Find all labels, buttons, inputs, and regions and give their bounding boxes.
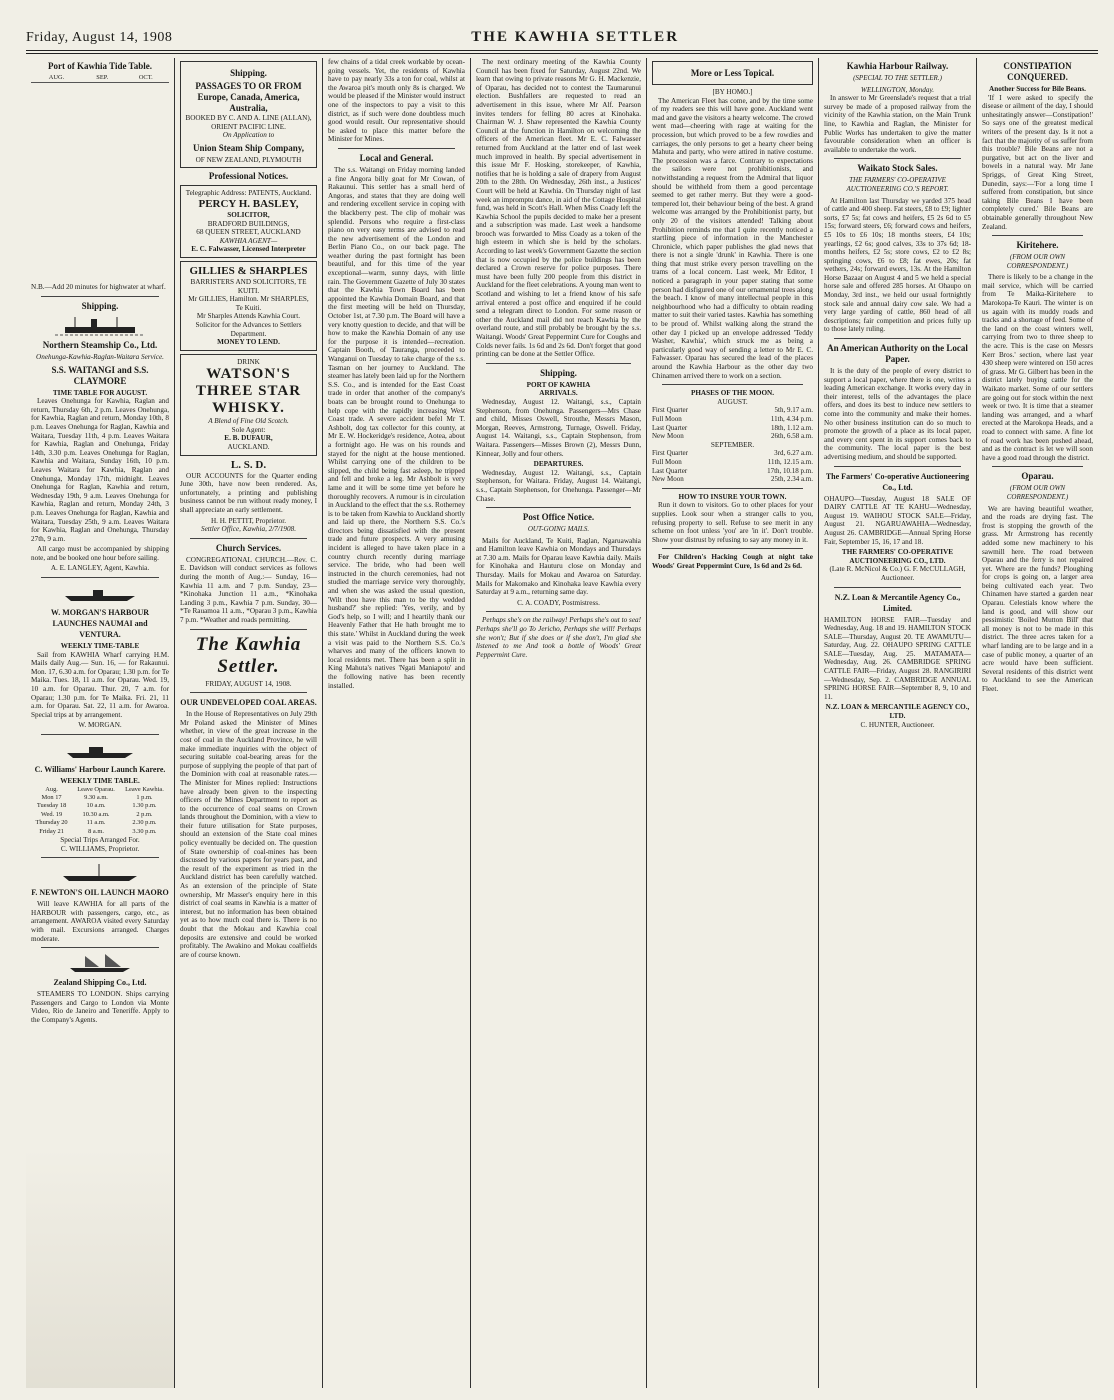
morgan-timetable: WEEKLY TIME-TABLE: [60, 642, 140, 651]
shipping-heading: Shipping.: [81, 301, 119, 311]
zealand-title: Zealand Shipping Co., Ltd.: [53, 978, 147, 988]
kiritehere-body: There is likely to be a change in the mail service, which will be carried from Te Maika-Kiritehere to Marokopa-Te Kauri. The winter is on us again with its muddy roads and tracks and a shortage of feed. Some of the land on the coast winters well, carrying from two to three sheep to the acre. This is the case on Messrs Kerr Bros.' section, where last year 430 sheep were wintered on 150 acres of grass. Mr G. Gilbert has been in the district lately buying cattle for the Waikato market. Some of our settlers are going out for stock within the next week or two. It is time that a steamer landing was arranged, and a wharf erected at the Marokopa Heads, and a road to connect with same. A fine lot of road work has been pushed ahead, and as the contract is let we will soon have a good road through the district.: [982, 273, 1093, 462]
watson-whisky: WHISKY.: [212, 400, 285, 417]
oparau-sub: (FROM OUR OWN CORRESPONDENT.): [1006, 484, 1069, 501]
topical-body: The American Fleet has come, and by the time some of my readers see this will have gone. Auckland went mad and gave the visitors a hearty welcome. The crowd went mad—cheering with rage at waiting for the procession, but which proved to be a few rowdies and carriages, the only persons to get a hearty cheer being Mahuta and party, who were attired in native costume. The procession was a farce. Contrary to expectations the sailors were not prohibitionists, and notwithstanding a request from the Admiral that liquor should be withheld from them a good percentage seemed to get rather merry. But they were a good-tempered lot, their behaviour being of the best. A grand welcome was arranged by the Prohibitionist party, but only 20 of the visitors attended! Talking about Prohibition reminds me that I quite recently noticed a startling piece of information in the Manchester Chronicle, which paper publishes the glad news that there is not a single 'drunk' in Kawhia. There is one thing that must strike every person travelling on the trams of a local concern. Last week, Mr Editor, I noticed a paragraph in your paper stating that some person had disfigured one of our ornamental trees along the beach. I know of many intellectual people in this neighbourhood who had a difficulty to obtain reading matter to suit their varied tastes. Kawhia has something to be proud of. Whilst walking along the strand the other day I picked up an envelope addressed 'Teddy Washer, Kawhia', which struck me as being a particularly good way of sending a letter to Mr E. C. Falwasser. Oparau has secured the lead of the places around the Kawhia Harbour as the other day two Chinamen arrived there to work on a section.: [652, 96, 813, 380]
basley-name: PERCY H. BASLEY,: [198, 197, 299, 210]
watson-three-star: THREE STAR: [195, 383, 302, 400]
steamship-icon: [55, 315, 145, 337]
basley-addr2: 68 QUEEN STREET, AUCKLAND: [196, 228, 301, 237]
lsd-heading: L. S. D.: [230, 458, 267, 471]
post-office-heading: Post Office Notice.: [522, 512, 595, 523]
shipping-heading: Shipping.: [230, 68, 267, 78]
church-body: CONGREGATIONAL CHURCH.—Rev. C. E. Davidson will conduct services as follows during the month of Aug.:— Sunday, 16—Kawhia 11 a.m. and 7 p.m. Sunday, 23—*Kinohaka Junction 11 a.m., *Kinohaka Landing 3 p.m., Kawhia 7 p.m. Sunday, 30—*Te Rauamoa 11 a.m., *Oparau 3 p.m., Kawhia 7 p.m. *Weather and roads permitting.: [180, 555, 317, 624]
morgan-body: Sail from KAWHIA Wharf carrying H.M. Mails daily Aug.— Sun. 16, — for Rakaunui. Mon. 17, 6.30 a.m. for Oparau; 1.30 p.m. for Te Maika. Tues. 18, 11 a.m. for Oparau. Wed. 19, 10 a.m. for Oparau. Thur. 20, 7 a.m. for Oparau; 1.30 p.m. for Te Maika. Fri. 21, 11 a.m. for Oparau. Sat. 22, 11 a.m. for Awaroa. Special trips at by arrangement.: [31, 650, 169, 719]
local-general-body: The s.s. Waitangi on Friday morning landed a fine Angora billy goat for Mr Cowan, of Rakaunui. This settler has a small herd of Angoras, and states that they are doing well and rendering excellent service in coping with the blackberry pest. The clip of mohair was splendid. Persons who require a first-class piano on very easy terms are advised to read the new advertisement of the London and Berlin Piano Co., on our back page. The weather during the past fortnight has been beautiful, and for this time of the year exceptional—warm, sunny days, with little rain. The Government Gazette of July 30 states that the Kawhia Town Board has been appointed the Kawhia Domain Board, and that the first meeting will be held on Thursday, October 1st, at 7.30 p.m. The Board will have a very knotty question to decide, and that will be how to make the Kawhia Domain of any use for the purpose it is intended—recreation. Captain Booth, of Tauranga, proceeded to Wanganui on Tuesday to take charge of the s.s. Tasman on her journey to Auckland. The steamer has lately been laid up for the Northern S.S. Co., and is intended for the East Coast trade in order that another of the company's boats can be brought round to Onehunga to help cope with the rapidly increasing West Coast trade. A severe accident befel Mr T. Ashbolt, dog tax collector for this county, at Mr E. W. Hockeridge's residence, Aotea, about a fortnight ago. He was on his rounds and stayed for the night at the house mentioned. Whilst carrying one of the children to be slipped, the child being fast asleep, he tripped and fell and broke a leg. Mr Ashbolt is very lame and it will be some time yet before he thoroughly recovers. A rumour is in circulation in Auckland to the effect that the s.s. Rotherney is to be taken from Kawhia to Auckland shortly and laid up there, the Northern S.S. Co.'s directors being dissatisfied with the present trade and future prospects. A very amusing incident is alleged to have taken place in a country church recently during marriage service. The bride, who had been well instructed in the church ceremonies, had not studied the marriage service very thoroughly, and when she was asked the usual question, 'Wilt thou have this man to be thy wedded husband?' she replied: 'Yes, verily, and by God's help, so I will; and I heartily thank our Heavenly Father that He hath brought me to this state.' Whilst in Auckland during the week a visit was paid to the Northern S.S. Co.'s wharves and many of the officers known to local residents met. There has been a split in King Mahuta's natives 'Ngati Maniapoto' and the following native has been recently installed.: [328, 165, 465, 690]
sep-heading: SEPTEMBER.: [710, 440, 755, 449]
kawhia-agent: KAWHIA AGENT—: [219, 236, 278, 245]
farmers-heading: The Farmers' Co-operative Auctioneering Co., Ltd.: [825, 471, 970, 492]
gillies-role: BARRISTERS AND SOLICITORS, TE KUITI.: [190, 277, 307, 295]
nsc-timetable: TIME TABLE FOR AUGUST.: [52, 388, 148, 397]
union-name: Union Steam Ship Company,: [192, 142, 305, 153]
moon-row: New Moon 26th, 6.58 a.m.: [652, 432, 813, 441]
oil-launch-icon: [55, 862, 145, 884]
issue-date: Friday, August 14, 1908: [26, 30, 173, 45]
port-heading: PORT OF KAWHIA: [526, 380, 591, 389]
header-rule: [26, 50, 1098, 51]
newton-title: F. NEWTON'S OIL LAUNCH MAORO: [31, 888, 169, 898]
aug-heading: AUGUST.: [717, 397, 748, 406]
departures-body: Wednesday, August 12. Waitangi, s.s., Captain Stephenson, for Waitara. Friday, August 14. Waitangi, s.s., Captain Stephenson, for Onehunga. Passenger—Mr Chase.: [476, 468, 641, 503]
nsc-agent: A. E. LANGLEY, Agent, Kawhia.: [50, 564, 150, 573]
byline: [BY HOMO.]: [712, 88, 753, 96]
tide-head-oct: OCT.: [123, 74, 169, 83]
topical-title-box: [652, 61, 813, 85]
application: On Application to: [222, 131, 275, 140]
column-2: [174, 58, 322, 1388]
editorial-masthead: The Kawhia Settler.: [195, 633, 302, 677]
nz-loan-heading: N.Z. Loan & Mercantile Agency Co., Limited.: [834, 592, 961, 613]
gillies-names: Mr GILLIES, Hamilton. Mr SHARPLES, Te Kuiti.: [188, 295, 309, 312]
coal-heading: OUR UNDEVELOPED COAL AREAS.: [180, 698, 317, 708]
oparau-heading: Oparau.: [1021, 471, 1054, 482]
railway-body: In answer to Mr Greenslade's request that a trial survey be made of a proposed railway from the vicinity of the Kawhia station, on the Main Trunk line, to Kawhia and Raglan, the Minister for Public Works has undertaken to give the matter favourable consideration when an officer is available to undertake the work.: [824, 94, 971, 154]
column-6: [818, 58, 976, 1388]
railway-sub: (SPECIAL TO THE SETTLER.): [853, 74, 942, 82]
sailing-ship-icon: [55, 952, 145, 974]
coal-body: In the House of Representatives on July 29th Mr Poland asked the Minister of Mines whether, in view of the great increase in the cost of coal in the Auckland Province, he will make immediate inquiries with the object of securing suitable coal-bearing areas for the purpose of supplying the people of that part of the Dominion with coal at reasonable rates.—The Minister for Mines replied: Instructions have already been given to the inspecting officers of the Mines Department to report as to the occurrence of coal seams on Crown lands throughout the Dominion, with a view to their future utilisation for State purposes, should an extension of the State coal mines policy eventually be decided on. The question of State ownership of coal-mines has been discussed by various papers for years past, and the result of the experiment as tried in the Auckland district has been carefully watched. As an extension of the principle of State ownership, Mr Masser's enquiry here in this district of coal seams in Kawhia is a matter of interest, but no information has been obtained yet as to how much coal there is. There is no doubt that the Mokau and Kawhia coal deposits are extensive and could be worked profitably. The Awakino and Mokau coalfields are of course known.: [180, 710, 317, 959]
williams-foot: Special Trips Arranged For.: [60, 836, 140, 845]
railway-date: WELLINGTON, Monday.: [860, 85, 935, 94]
authority-body: It is the duty of the people of every district to support a local paper, where there is one, writes a leading American exchange. It works every day in their interest, tells of the advantages the place offers, and does its best to induce new settlers to come into the community and make their homes. No other business institution can do so much to promote the growth of a place as its local paper, and every cent spent in its support comes back to the community. The local paper is the best advertising medium, and should be supported.: [824, 367, 971, 461]
header-rule-double: [26, 53, 1098, 54]
passages: PASSAGES TO OR FROM Europe, Canada, America, Australia,: [195, 81, 302, 113]
table-row: Aug. Leave Oparau. Leave Kawhia.: [45, 785, 164, 793]
williams-title: C. Williams' Harbour Launch Karere.: [34, 765, 166, 774]
table-row: Friday 21 8 a.m. 3.30 p.m.: [39, 827, 157, 835]
kiritehere-heading: Kiritehere.: [1016, 240, 1059, 251]
union-addr: OF NEW ZEALAND, PLYMOUTH: [195, 155, 302, 164]
nz-loan-co: N.Z. LOAN & MERCANTILE AGENCY CO., LTD.: [825, 703, 970, 721]
column-1: [26, 58, 174, 1388]
moon-row: Last Quarter 18th, 1.12 a.m.: [652, 423, 813, 432]
nsc-ships: S.S. WAITANGI and S.S. CLAYMORE: [51, 364, 149, 386]
basley-ad: [180, 185, 317, 258]
moon-row: Full Moon 11th, 4.34 p.m.: [652, 414, 813, 423]
booked: BOOKED BY C. AND A. LINE (ALLAN), ORIENT PACIFIC LINE.: [185, 114, 312, 131]
tide-note: N.B.—Add 20 minutes for highwater at wharf.: [31, 283, 166, 292]
moon-row: New Moon 25th, 2.34 a.m.: [652, 475, 813, 484]
nz-loan-sig: C. HUNTER, Auctioneer.: [860, 720, 935, 729]
professional-heading: Professional Notices.: [208, 171, 289, 182]
post-office-sig: C. A. COADY, Postmistress.: [517, 598, 600, 607]
oparau-body: We are having beautiful weather, and the roads are drying fast. The frost is stopping the growth of the grass. Mr Armstrong has recently added some new machinery to his sawmill here. The road between Oparau and the ferry is not repaired yet. Where are the funds? Ploughing for crops is going on, a larger area being cultivated each year. Two Chinamen have started a garden near Oparau. Celestials know where the land is good, and will show our pessimistic 'Boiled Mutton Bill' that all money is not to be made in this district. The three acres taken for a wharf landing are to be large and in a case of public money, a quarter of an acre would have been sufficient. Several residents of this district went to Auckland to see the American Fleet.: [982, 504, 1093, 693]
editorial-date: FRIDAY, AUGUST 14, 1908.: [205, 679, 292, 688]
moon-row: First Quarter 5th, 9.17 a.m.: [652, 406, 813, 415]
table-row: Mon 17 9.30 a.m. 1 p.m.: [41, 794, 153, 801]
nsc-title: Northern Steamship Co., Ltd.: [42, 340, 158, 350]
stock-sub: THE FARMERS' CO-OPERATIVE AUCTIONEERING CO.'S REPORT.: [846, 176, 949, 193]
town-heading: HOW TO INSURE YOUR TOWN.: [678, 492, 787, 501]
watson-sub: A Blend of Fine Old Scotch.: [208, 417, 289, 426]
nsc-foot: All cargo must be accompanied by shipping note, and be booked one hour before sailing.: [31, 545, 169, 562]
moon-row: First Quarter 3rd, 6.27 a.m.: [652, 449, 813, 458]
article-columns: [26, 58, 1098, 1388]
moon-row: Full Moon 11th, 12.15 a.m.: [652, 457, 813, 466]
tide-table-title: Port of Kawhia Tide Table.: [48, 61, 152, 71]
gillies-ad: [180, 261, 317, 351]
table-row: Tuesday 18 10 a.m. 1.30 p.m.: [36, 802, 157, 810]
tide-head-aug: AUG.: [31, 74, 82, 83]
nz-loan-sales: HAMILTON HORSE FAIR—Tuesday and Wednesday, Aug. 18 and 19. HAMILTON STOCK SALE—Thursday, August 20. TE AWAMUTU—Saturday, Aug. 22. OHAUPO SPRING CATTLE SALE—Tuesday, Aug. 25. MATAMATA—Wednesday, Aug. 26. CAMBRIDGE SPRING CATTLE FAIR—Friday, August 28. RANGIRIRI—Wednesday, Sep. 2. CAMBRIDGE ANNUAL SPRING HORSE FAIR—September 8, 9, 10 and 11.: [824, 615, 971, 701]
watson-brand: WATSON'S: [206, 366, 291, 383]
basley-role: SOLICITOR,: [227, 210, 270, 219]
shipping-heading: Shipping.: [540, 367, 577, 378]
launch-icon: [55, 739, 145, 761]
topical-heading: More or Less Topical.: [690, 68, 775, 78]
gillies-body: Mr Sharples Attends Kawhia Court.: [196, 312, 301, 321]
farmers-sales: OHAUPO—Tuesday, August 18 SALE OF DAIRY CATTLE AT TE KAHU—Wednesday, August 19. WAIHOU STOCK SALE—Friday, August 21. NGARUAWAHIA—Wednesday, August 26. CAMBRIDGE—Annual Spring Horse Fair, September 15, 16, 17 and 18.: [824, 494, 971, 546]
church-heading: Church Services.: [215, 542, 282, 553]
departures-heading: DEPARTURES.: [533, 460, 584, 469]
morgan-title: W. MORGAN'S HARBOUR LAUNCHES NAUMAI and VENTURA.: [50, 608, 150, 640]
authority-heading: An American Authority on the Local Paper.: [827, 343, 968, 365]
local-general-heading: Local and General.: [359, 152, 434, 163]
basley-addr1: Telegraphic Address: PATENTS, Auckland.: [185, 189, 312, 198]
table-row: Wed. 19 10.30 a.m. 2 p.m.: [41, 810, 153, 818]
williams-sig: C. WILLIAMS, Proprietor.: [60, 844, 140, 853]
kiritehere-sub: (FROM OUR OWN CORRESPONDENT.): [1006, 253, 1069, 270]
tide-head-sep: SEP.: [82, 74, 123, 83]
williams-table: [31, 786, 169, 836]
column-7: [976, 58, 1098, 1388]
local-general-cont: The next ordinary meeting of the Kawhia County Council has been fixed for Saturday, August 22nd. We learn that owing to private reasons Mr G. H. Mackenzie, of Oparau, has decided not to contest the Taumarunui election. Bushfallers are requested to read an advertisement in this issue, where Mr Alf. Pearson invites tenders for felling 80 acres at Kinohaka. Chairman W. J. Shaw represented the Kawhia County Council at the function in Hamilton on welcoming the officers of the American fleet. Mr E. C. Falwasser returned from Auckland at the latter end of last week much improved in health. By special advertisement in this issue Mr F. Hosking, storekeeper, of Kawhia, notifies that he is holding a sale of drapery from August 20th to the 28th. On Wednesday, 26th inst., a Justices' Court will be held at Kawhia. On Thursday night of last week an impromptu dance, in aid of the Cottage Hospital fund, was held in Scott's Hall. When Miss Coady left the Kawhia School the pupils decided to make her a present and a subscription was made. Last week a handsome brooch was forwarded to Miss Coady as a token of the high esteem in which she is held by the scholars. According to last week's Government Gazette the section that is now occupied by the police buildings has been declared a Crown reserve for police purposes. There must have been fully 200 people from this district in Auckland for the fleet celebrations. A young man went to Scotland and wishing to let a friend know of his safe arrival entered a post office and enquired if he could send a telegram direct to London. For some reason or other the Auckland mail did not reach Kawhia by the overland route, and still probably be brought by the s.s. Waitangi. Woods' Great Peppermint Cure for Coughs and Colds never fails. 1s 6d and 2s 6d. Don't forget that good printing can be done at the Settler Office.: [476, 58, 641, 359]
arrivals-heading: ARRIVALS.: [539, 389, 578, 398]
watson-agent: Sole Agent:: [231, 425, 266, 434]
coal-continued: few chains of a tidal creek workable by ocean-going vessels. Yet, the residents of Kawhia have to pay nearly 33s a ton for coal, whilst at the Awaroa pit's mouth only 8s is charged. We would be pleased if the Minister would instruct one of the inspectors to pay a visit to this district, as if such were done doubtless much good would result. Our representative should be asked to place this matter before the Minister for Mines.: [328, 58, 465, 144]
railway-heading: Kawhia Harbour Railway.: [846, 61, 949, 71]
farmers-sig: (Late R. McNicol & Co.) G. F. McCULLAGH, Auctioneer.: [829, 565, 966, 582]
stock-body: At Hamilton last Thursday we yarded 375 head of cattle and 400 sheep. Fat steers, £8 to £9; lighter sorts, £7 5s; fat cows and heifers, £5 2s 6d to £5 15s; forward steers, £6; forward cows and heifers, £5 10s to £6 10s; 18 months steers, £4 10s; yearlings, £2 6s; good calves, 33s to 37s 6d; 18-months heifers, £2 5s; store cows, £2 to £2 8s; springing cows, £6 to £8; fat ewes, 20s; fat wethers, 24s; forward ewers, 13s. At the Hamilton Horse Bazaar on August 4 and 5 we held a special horse sale and offered 285 horses. At Ohaupo on Monday, 3rd inst., we held our usual fortnightly stock sale and annual dairy cow sale. We had a very large yarding of cattle, 860 head of all descriptions; fair competition and prices fully up to those lately ruling.: [824, 196, 971, 334]
town-body: Run it down to visitors. Go to other places for your supplies. Look sour when a stranger calls to you, refusing property to sell. Refuse to see merit in any scheme on foot unless 'you' are 'in it'. Don't trouble. Show your distrust by refusing to say any money in it.: [652, 501, 813, 544]
post-office-body: Mails for Auckland, Te Kuiti, Raglan, Ngaruawahia and Hamilton leave Kawhia on Mondays and Thursdays at 7.30 a.m. Mails for Oparau leave Kawhia daily. Mails for Kinohaka and Hauturu close on Monday and Thursday. Mails for Mokau and Awaroa on Saturday. Mails for Makomako and Kinohaka leave Kawhia every Saturday at 9 a.m., returning same day.: [476, 536, 641, 597]
tide-rows: [31, 83, 169, 283]
lsd-body: OUR ACCOUNTS for the Quarter ending June 30th, have now been rendered. As, unfortunately, a printing and publishing business cannot be run without ready money, I shall appreciate an early settlement.: [180, 471, 317, 515]
post-office-sub: OUT-GOING MAILS.: [527, 525, 590, 534]
launch-icon: [55, 582, 145, 604]
basley-bldg: BRADFORD BUILDINGS,: [207, 219, 290, 228]
table-row: Thursday 20 11 a.m. 2.30 p.m.: [35, 819, 157, 827]
footer-ad: For Children's Hacking Cough at night take Woods' Great Peppermint Cure, 1s 6d and 2s 6d.: [652, 553, 813, 570]
page-header: [26, 26, 1098, 46]
constipation-sub: Another Success for Bile Beans.: [989, 85, 1086, 93]
watson-whisky-ad: [180, 354, 317, 456]
dufaur: E. B. DUFAUR,: [224, 434, 273, 443]
column-4: [470, 58, 646, 1388]
zealand-body: STEAMERS TO LONDON. Ships carrying Passengers and Cargo to London via Monte Video, Rio de Janeiro and Teneriffe. Apply to the Company's Agents.: [31, 990, 169, 1024]
nsc-sub: Onehunga-Kawhia-Raglan-Waitara Service.: [36, 353, 164, 361]
tide-table: [31, 74, 169, 83]
money-to-lend: MONEY TO LEND.: [217, 338, 280, 347]
gillies-sol: Solicitor for the Advances to Settlers Department.: [195, 320, 302, 338]
farmers-co: THE FARMERS' CO-OPERATIVE AUCTIONEERING CO., LTD.: [841, 548, 954, 565]
lsd-office: Settler Office, Kawhia, 2/7/1908.: [200, 525, 297, 534]
column-5: [646, 58, 818, 1388]
lsd-sig: H. H. PETTIT, Proprietor.: [210, 516, 287, 525]
newton-body: Will leave KAWHIA for all parts of the HARBOUR with passengers, cargo, etc., as arrangement. AWAROA visited every Saturday with mail. Excursions arranged. Charges moderate.: [31, 900, 169, 943]
stock-heading: Waikato Stock Sales.: [857, 163, 938, 174]
morgan-sig: W. MORGAN.: [78, 721, 122, 730]
dufaur-city: AUCKLAND.: [227, 443, 270, 452]
arrivals-body: Wednesday, August 12. Waitangi, s.s., Captain Stephenson, from Onehunga. Passengers—Mrs Chase and child, Misses Oswell, Strouthe, Messrs Mason, Morgan, Reeves, Armstrong, Turnage, Oswell. Friday, August 14. Waitangi, s.s., Captain Stephenson, from Waitara. Passengers—Misses Brown (2), Messrs Dunn, Kinnear, Jolly and four others.: [476, 397, 641, 458]
constipation-body: 'If I were asked to specify the disease or ailment of the day, I should unhesitatingly answer—Constipation!' So says one of the greatest medical writers of the present day. Is it not a fact that the majority of us suffer from this trouble? Bile Beans are not a purgative, but act on the liver and bowels in a natural way. Mr Jane Spriggs, of Great King Street, Dunedin, says:—'For a long time I suffered from constipation, but since taking Bile Beans I have been completely cured.' Bile Beans are obtainable generally throughout New Zealand.: [982, 93, 1093, 231]
williams-timetable: WEEKLY TIME TABLE.: [60, 777, 140, 785]
moon-row: Last Quarter 17th, 10.18 p.m.: [652, 466, 813, 475]
falwasser: E. C. Falwasser, Licensed Interpreter: [191, 245, 306, 254]
newspaper-title: THE KAWHIA SETTLER: [471, 29, 680, 45]
column-3: [322, 58, 470, 1388]
verse: Perhaps she's on the railway! Perhaps she's out to sea! Perhaps she'll go To Jericho, Perhaps she will! Perhaps she won't; But if she does or if she don't, I'm glad she listened to me And took a bottle of Woods' Great Peppermint Cure.: [476, 616, 641, 659]
union-steam-ad: [180, 61, 317, 168]
constipation-heading: CONSTIPATION CONQUERED.: [1003, 61, 1072, 82]
moon-phases-heading: PHASES OF THE MOON.: [690, 389, 775, 398]
gillies-name: GILLIES & SHARPLES: [189, 264, 308, 277]
watson-drink: DRINK: [237, 357, 260, 366]
nsc-body: Leaves Onehunga for Kawhia, Raglan and return, Thursday 6th, 2 p.m. Leaves Onehunga, for Kawhia, Raglan and return, Monday 10th, 8 p.m. Leaves Onehunga for Raglan, Kawhia and Waitara, Tuesday 11th, 4 p.m. Leaves Waitara for Kawhia, Raglan and Onehunga, Friday 14th, 3.30 p.m. Leaves Onehunga for Raglan, Kawhia and Waitara, Sunday 16th, 10 p.m. Leaves Waitara for Kawhia, Raglan and Onehunga, Monday 17th, midnight. Leaves Onehunga for Raglan, Kawhia and return, Wednesday 19th, 9 a.m. Leaves Onehunga for Kawhia, Raglan and return, Monday 24th, 3 p.m. Leaves Onehunga for Raglan, Kawhia and Waitara, Tuesday 25th, 9 a.m. Leaves Waitara for Kawhia, Raglan and Onehunga, Thursday 27th, 9 a.m.: [31, 397, 169, 543]
